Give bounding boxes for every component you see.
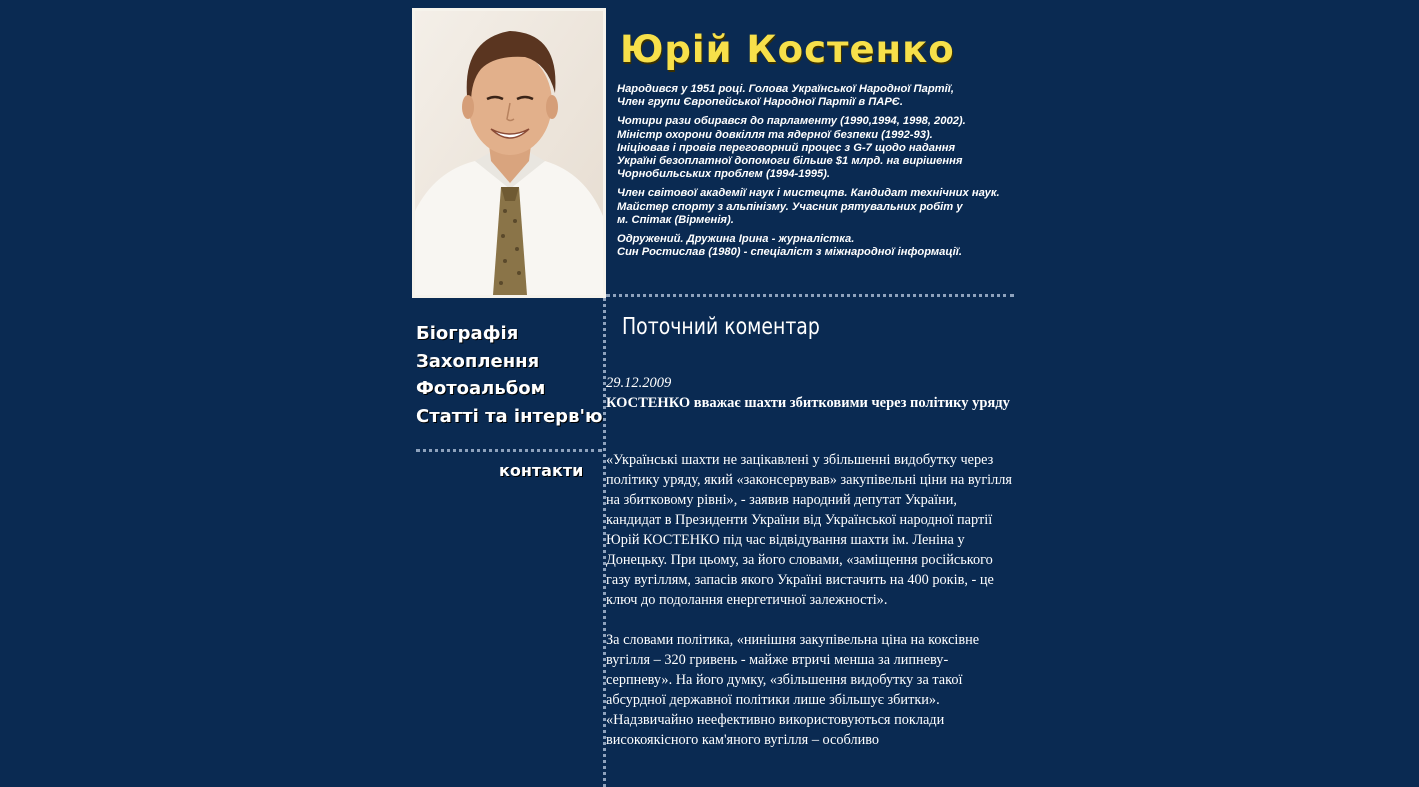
article-paragraph: За словами політика, «нинішня закупівельна ціна на коксівне вугілля – 320 гривень - майже втричі менша за липневу-серпневу». На його думку, «збільшення видобутку за такої абсурдної державної політики лише збільшує збитки». «Надзвичайно неефективно використовуються поклади високоякісного кам'яного вугілля – особливо — [606, 632, 980, 748]
page-title: Юрій Костенко — [620, 28, 955, 71]
section-title: Поточний коментар — [622, 314, 820, 340]
bio-paragraph: Одружений. Дружина Ірина - журналістка. Син Ростислав (1980) - спеціаліст з міжнародної інформації. — [617, 233, 962, 259]
portrait-image — [415, 11, 603, 295]
main-nav — [416, 320, 602, 430]
bio-summary — [617, 83, 1027, 265]
nav-item-hobbies[interactable]: Захоплення — [416, 350, 540, 372]
article-date: 29.12.2009 — [606, 375, 672, 391]
nav-divider — [416, 449, 602, 452]
nav-item-articles-interviews[interactable]: Статті та інтерв'ю — [416, 405, 603, 427]
bio-paragraph: Чотири рази обирався до парламенту (1990,1994, 1998, 2002). Міністр охорони довкілля та ядерної безпеки (1992-93). Ініціював і провів переговорний процес з G-7 щодо надання Україні безоплатної допомоги більше $1 млрд. на вирішення Чорнобильських проблем (1994-1995). — [617, 115, 966, 181]
bio-paragraph: Народився у 1951 році. Голова Української Народної Партії, Член групи Європейської Народної Партії в ПАРЄ. — [617, 83, 954, 109]
portrait-photo — [412, 8, 606, 298]
article-paragraph: «Українські шахти не зацікавлені у збільшенні видобутку через політику уряду, який «законсервував» закупівельні ціни на вугілля на збитковому рівні», - заявив народний депутат України, кандидат в Президенти України від Української народної партії Юрій КОСТЕНКО під час відвідування шахти ім. Леніна у Донецьку. При цьому, за його словами, «заміщення російського газу вугіллям, запасів якого Україні вистачить на 400 років, - це ключ до подолання енергетичної залежності». — [606, 452, 1012, 608]
article — [606, 374, 1014, 750]
contacts-link[interactable]: контакти — [499, 461, 584, 480]
nav-item-photo-album[interactable]: Фотоальбом — [416, 378, 546, 399]
article-headline[interactable]: КОСТЕНКО вважає шахти збитковими через політику уряду — [606, 395, 1010, 411]
bio-paragraph: Член світової академії наук і мистецтв. Кандидат технічних наук. Майстер спорту з альпінізму. Учасник рятувальних робіт у м. Спітак (Вірменія). — [617, 187, 1000, 226]
header-divider — [606, 294, 1014, 297]
nav-item-biography[interactable]: Біографія — [416, 323, 519, 344]
